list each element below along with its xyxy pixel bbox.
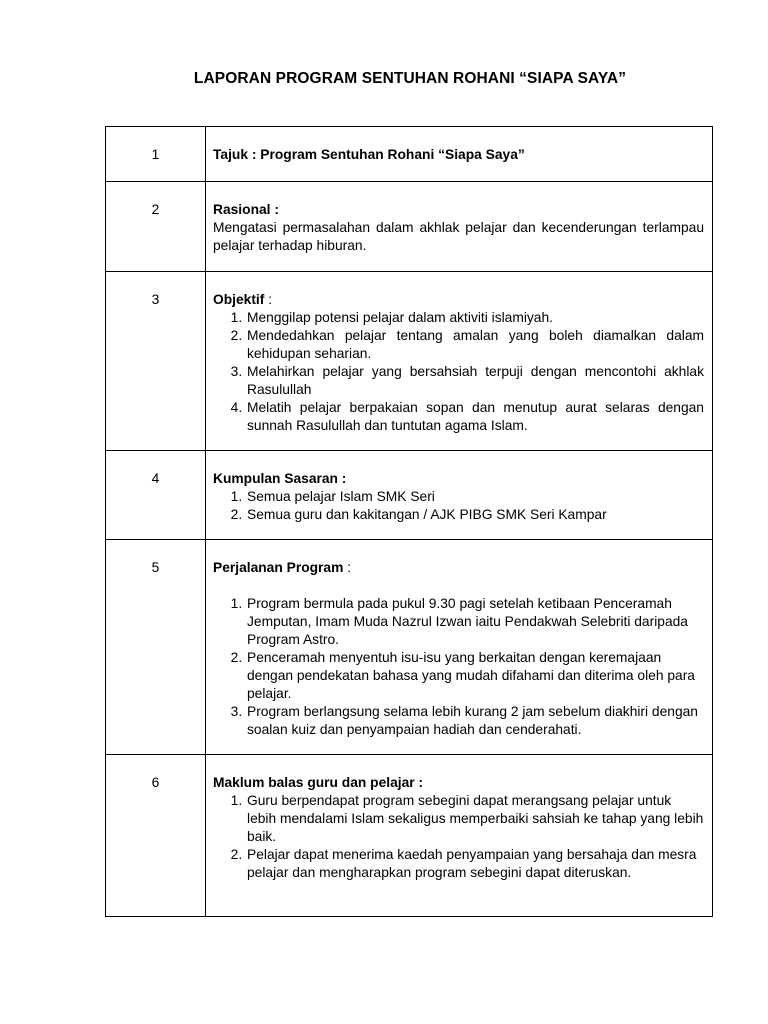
table-row [106, 182, 713, 272]
list-item: 1. Guru berpendapat program sebegini dapat merangsang pelajar untuk lebih mendalami Islam sekaligus memperbaiki sahsiah ke tahap yang lebih baik. [246, 792, 704, 846]
report-title: LAPORAN PROGRAM SENTUHAN ROHANI “SIAPA SAYA” [193, 70, 627, 87]
row-number: 5 [106, 540, 206, 755]
perjalanan-list [213, 595, 704, 739]
objektif-heading-line [213, 291, 704, 309]
row-heading-kumpulan-sasaran: Kumpulan Sasaran : [213, 471, 347, 486]
list-item: 1. Program bermula pada pukul 9.30 pagi setelah ketibaan Penceramah Jemputan, Imam Muda Nazrul Izwan iaitu Pendakwah Selebriti daripada Program Astro. [246, 595, 704, 649]
row-content [206, 272, 713, 451]
list-item: 2. Mendedahkan pelajar tentang amalan yang boleh diamalkan dalam kehidupan seharian. [246, 327, 704, 363]
row-content [206, 182, 713, 272]
objektif-list [213, 309, 704, 435]
list-item: 3. Melahirkan pelajar yang bersahsiah terpuji dengan mencontohi akhlak Rasulullah [246, 363, 704, 399]
row-heading-rasional: Rasional : [213, 202, 279, 217]
perjalanan-heading-line [213, 559, 704, 577]
list-item: 1. Semua pelajar Islam SMK Seri [246, 488, 704, 506]
row-number: 1 [106, 127, 206, 182]
table-row [106, 451, 713, 540]
table-row [106, 755, 713, 917]
list-item: 2. Penceramah menyentuh isu-isu yang berkaitan dengan keremajaan dengan pendekatan bahasa yang mudah difahami dan diterima oleh para pelajar. [246, 649, 704, 703]
row-number: 4 [106, 451, 206, 540]
list-item: 1. Menggilap potensi pelajar dalam aktiviti islamiyah. [246, 309, 704, 327]
row-number: 3 [106, 272, 206, 451]
maklum-balas-list [213, 792, 704, 882]
list-item: 3. Program berlangsung selama lebih kurang 2 jam sebelum diakhiri dengan soalan kuiz dan penyampaian hadiah dan cenderahati. [246, 703, 704, 739]
heading-colon: : [264, 292, 273, 307]
list-item: 2. Pelajar dapat menerima kaedah penyampaian yang bersahaja dan mesra pelajar dan mengharapkan program sebegini dapat diteruskan. [246, 846, 704, 882]
row-content [206, 127, 713, 182]
row-content [206, 451, 713, 540]
row-number: 2 [106, 182, 206, 272]
sasaran-list [213, 488, 704, 524]
row-heading-tajuk: Tajuk : Program Sentuhan Rohani “Siapa Saya” [213, 147, 525, 162]
report-table [105, 126, 713, 917]
table-row [106, 127, 713, 182]
row-heading-perjalanan: Perjalanan Program [213, 560, 344, 575]
table-row [106, 540, 713, 755]
row-heading-objektif: Objektif [213, 292, 265, 307]
list-item: 4. Melatih pelajar berpakaian sopan dan menutup aurat selaras dengan sunnah Rasulullah dan tuntutan agama Islam. [246, 399, 704, 435]
row-heading-maklum-balas: Maklum balas guru dan pelajar : [213, 775, 424, 790]
heading-colon: : [343, 560, 352, 575]
rasional-text: Mengatasi permasalahan dalam akhlak pelajar dan kecenderungan terlampau pelajar terhadap hiburan. [213, 220, 704, 253]
row-content [206, 755, 713, 917]
table-row [106, 272, 713, 451]
list-item: 2. Semua guru dan kakitangan / AJK PIBG SMK Seri Kampar [246, 506, 704, 524]
row-content [206, 540, 713, 755]
row-number: 6 [106, 755, 206, 917]
